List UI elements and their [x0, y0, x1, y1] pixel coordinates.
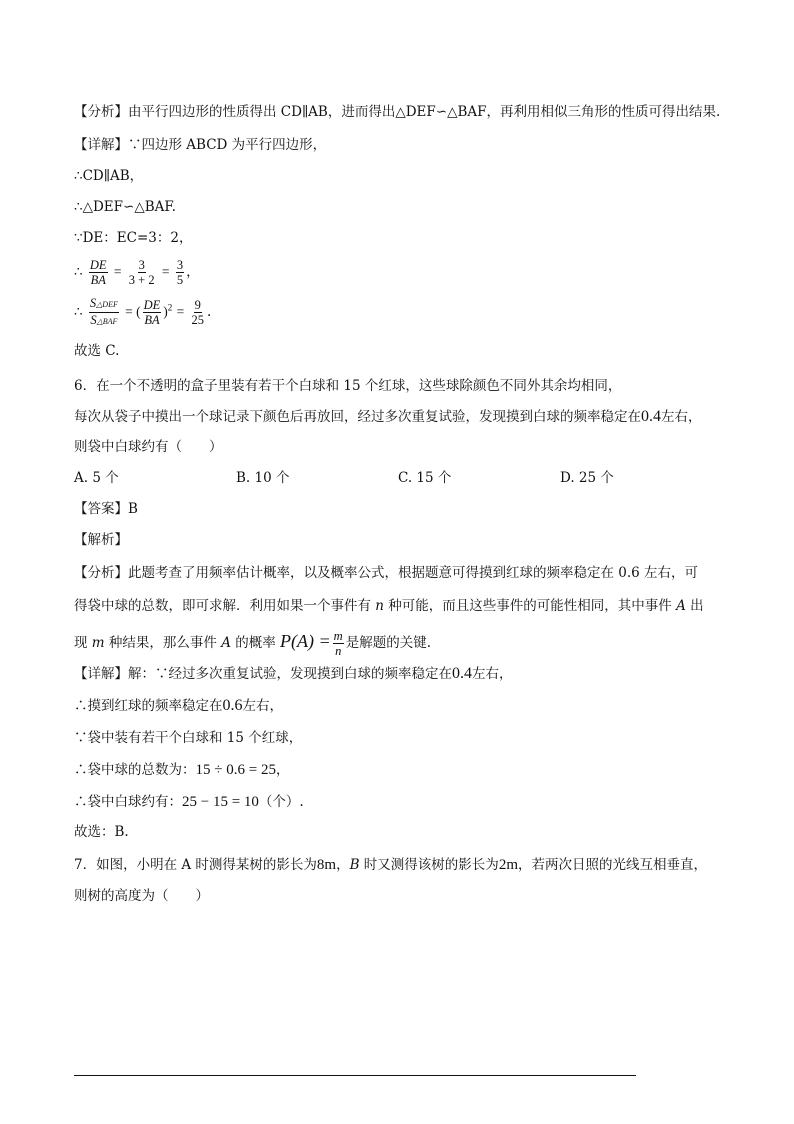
footer-rule	[74, 1075, 636, 1076]
q7-stem-2: 则树的高度为（ ）	[74, 888, 209, 904]
q6-detail-3: ∵袋中装有若干个白球和 15 个红球，	[74, 730, 303, 746]
q6-stem-3: 则袋中白球约有（ ）	[74, 439, 223, 455]
therefore-symbol: ∴	[74, 264, 83, 280]
q6-stem-2: 每次从袋子中摸出一个球记录下颜色后再放回，经过多次重复试验，发现摸到白球的频率稳定在0.4左右，	[74, 408, 702, 425]
option-d: D. 25 个	[560, 470, 614, 486]
s5-detail	[74, 136, 326, 154]
option-a: A. 5 个	[74, 470, 119, 486]
q6-analysis-1: 【分析】此题考查了用频率估计概率，以及概率公式，根据题意可得摸到红球的频率稳定在 0.6 左右，可	[74, 565, 699, 581]
option-b: B. 10 个	[236, 470, 290, 486]
value-0-4: 0.4	[641, 408, 661, 425]
fraction-3-over-5sum: $\frac{3}{3 + 2}$	[128, 258, 155, 287]
s5-step-2: ∴CD∥AB，	[74, 168, 144, 184]
therefore-symbol: ∴	[74, 304, 83, 320]
fraction-m-n: $\frac{m}{n}$	[333, 629, 343, 658]
q6-detail-1: 【详解】解：∵经过多次重复试验，发现摸到白球的频率稳定在0.4左右，	[74, 665, 513, 682]
q6-answer: 【答案】B	[74, 501, 138, 517]
s5-choice: 故选 C.	[74, 343, 120, 359]
detail-text: ∵四边形 ABCD 为平行四边形，	[128, 137, 327, 153]
s5-step-4: ∵DE：EC=3：2，	[74, 230, 193, 246]
fraction-de-ba: $\frac{DE}{BA}$	[89, 258, 107, 287]
fraction-9-25: $\frac{9}{25}$	[191, 298, 205, 327]
s5-step-3: ∴△DEF∽△BAF.	[74, 199, 176, 215]
probability-expr: P(A) =	[280, 631, 331, 651]
fraction-3-5: $\frac{3}{5}$	[176, 258, 184, 287]
q6-analysis-3: 现 m 种结果，那么事件 A 的概率 P(A) = $\frac{m}{n}$ 是解题的关键.	[74, 629, 431, 658]
fraction-de-ba-2: $\frac{DE}{BA}$	[143, 298, 161, 327]
q6-detail-5: ∴袋中白球约有：25 − 15 = 10（个）.	[74, 794, 304, 810]
q7-stem-1: 7．如图，小明在 A 时测得某树的影长为8m，B 时又测得该树的影长为2m，若两次日照的光线互相垂直，	[74, 857, 707, 873]
analysis-tag: 【分析】	[74, 104, 128, 120]
q6-detail-2: ∴摸到红球的频率稳定在0.6左右，	[74, 697, 283, 714]
q6-detail-4: ∴袋中球的总数为：15 ÷ 0.6 = 25，	[74, 762, 290, 778]
q6-stem-1: 6．在一个不透明的盒子里装有若干个白球和 15 个红球，这些球除颜色不同外其余均相同，	[74, 378, 622, 394]
q6-analysis-2: 得袋中球的总数，即可求解．利用如果一个事件有 n 种可能，而且这些事件的可能性相同，其中事件 A 出	[74, 598, 704, 614]
q6-jiexi: 【解析】	[74, 532, 128, 548]
q6-options	[74, 469, 722, 487]
fraction-area-ratio: $\frac{\text{S△DEF}}{\text{S△BAF}}$	[89, 296, 118, 327]
s5-analysis	[74, 103, 720, 121]
option-c: C. 15 个	[398, 470, 452, 486]
detail-tag: 【详解】	[74, 137, 128, 153]
q6-choice: 故选：B.	[74, 824, 129, 840]
s5-formula-ratio: ∴ $\frac{DE}{BA}$ = $\frac{3}{3 + 2}$ = $\frac{3}{5}$ ，	[74, 258, 200, 287]
analysis-text: 由平行四边形的性质得出 CD∥AB，进而得出△DEF∽△BAF，再利用相似三角形的性质可得出结果.	[128, 104, 721, 120]
s5-formula-area: ∴ $\frac{\text{S△DEF}}{\text{S△BAF}}$ = ( $\frac{DE}{BA}$ )$^2$ = $\frac{9}{25}$ .	[74, 296, 212, 327]
